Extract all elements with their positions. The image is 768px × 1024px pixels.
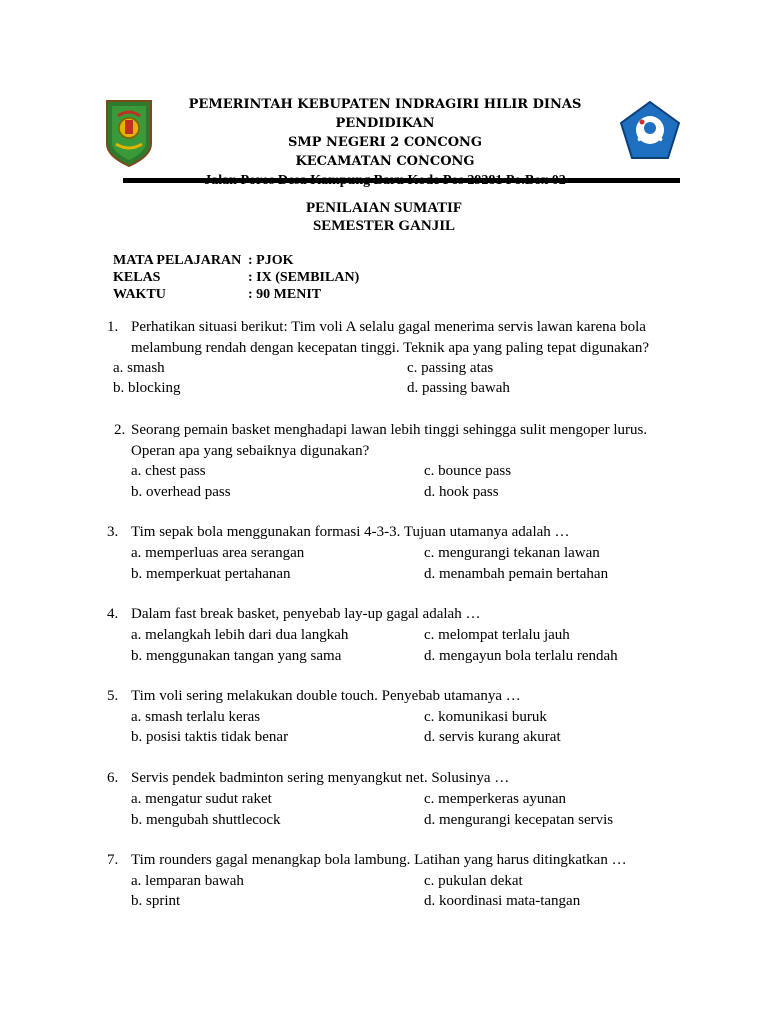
option-d: d. koordinasi mata-tangan	[424, 893, 581, 909]
letterhead-divider	[123, 178, 680, 183]
option-b: b. mengubah shuttlecock	[131, 812, 281, 828]
option-b: b. memperkuat pertahanan	[131, 566, 291, 582]
question-number: 4.	[107, 606, 119, 622]
question-stem: Servis pendek badminton sering menyangkut net. Solusinya …	[131, 770, 510, 786]
exam-info-label: WAKTU	[113, 287, 166, 302]
option-c: c. bounce pass	[424, 463, 512, 479]
option-d: d. passing bawah	[407, 380, 510, 396]
option-a: a. smash terlalu keras	[131, 709, 261, 725]
question-number: 7.	[107, 852, 119, 868]
option-d: d. menambah pemain bertahan	[424, 566, 609, 582]
option-b: b. overhead pass	[131, 484, 231, 500]
question-stem: Tim rounders gagal menangkap bola lambung. Latihan yang harus ditingkatkan …	[131, 852, 627, 868]
exam-info-time	[113, 286, 359, 303]
option-c: c. memperkeras ayunan	[424, 791, 567, 807]
option-c: c. pukulan dekat	[424, 873, 523, 889]
option-d: d. servis kurang akurat	[424, 729, 561, 745]
option-d: d. mengayun bola terlalu rendah	[424, 648, 618, 664]
question-stem: Perhatikan situasi berikut: Tim voli A selalu gagal menerima servis lawan karena bola melambung rendah dengan kecepatan tinggi. Teknik apa yang paling tepat digunakan?	[131, 319, 650, 356]
option-a: a. lemparan bawah	[131, 873, 244, 889]
exam-info	[113, 252, 359, 303]
option-b: b. sprint	[131, 893, 181, 909]
document-title	[0, 199, 768, 235]
title-line-2: SEMESTER GANJIL	[312, 218, 456, 234]
title-line-1: PENILAIAN SUMATIF	[306, 200, 462, 216]
exam-info-subject	[113, 252, 359, 269]
question-stem: Tim sepak bola menggunakan formasi 4-3-3. Tujuan utamanya adalah …	[131, 524, 570, 540]
option-a: a. mengatur sudut raket	[131, 791, 272, 807]
option-c: c. melompat terlalu jauh	[424, 627, 570, 643]
question-number: 1.	[107, 319, 119, 335]
option-b: b. posisi taktis tidak benar	[131, 729, 289, 745]
option-a: a. memperluas area serangan	[131, 545, 305, 561]
option-d: d. hook pass	[424, 484, 499, 500]
question-stem: Seorang pemain basket menghadapi lawan lebih tinggi sehingga sulit mengoper lurus. Operan apa yang sebaiknya digunakan?	[131, 422, 648, 459]
question-number: 6.	[107, 770, 119, 786]
option-c: c. mengurangi tekanan lawan	[424, 545, 600, 561]
letterhead	[150, 95, 620, 190]
question-number: 5.	[107, 688, 119, 704]
exam-info-value: : IX (SEMBILAN)	[248, 270, 360, 285]
option-a: a. smash	[113, 360, 165, 376]
option-c: c. komunikasi buruk	[424, 709, 547, 725]
option-b: b. menggunakan tangan yang sama	[131, 648, 342, 664]
option-b: b. blocking	[113, 380, 181, 396]
exam-info-value: : PJOK	[248, 253, 294, 268]
option-d: d. mengurangi kecepatan servis	[424, 812, 614, 828]
regency-emblem-logo	[104, 98, 154, 168]
exam-info-label: KELAS	[113, 270, 161, 285]
question-stem: Tim voli sering melakukan double touch. Penyebab utamanya …	[131, 688, 521, 704]
option-a: a. melangkah lebih dari dua langkah	[131, 627, 349, 643]
exam-info-label: MATA PELAJARAN	[113, 253, 242, 268]
question-number: 3.	[107, 524, 119, 540]
exam-info-value: : 90 MENIT	[248, 287, 322, 302]
option-c: c. passing atas	[407, 360, 494, 376]
letterhead-government: PEMERINTAH KEBUPATEN INDRAGIRI HILIR DINAS PENDIDIKAN	[188, 97, 582, 131]
education-office-logo	[619, 100, 681, 162]
letterhead-school: SMP NEGERI 2 CONCONG	[287, 135, 483, 150]
option-a: a. chest pass	[131, 463, 206, 479]
exam-info-class	[113, 269, 359, 286]
question-number: 2.	[114, 422, 126, 438]
question-stem: Dalam fast break basket, penyebab lay-up gagal adalah …	[131, 606, 481, 622]
letterhead-district: KECAMATAN CONCONG	[295, 154, 475, 169]
